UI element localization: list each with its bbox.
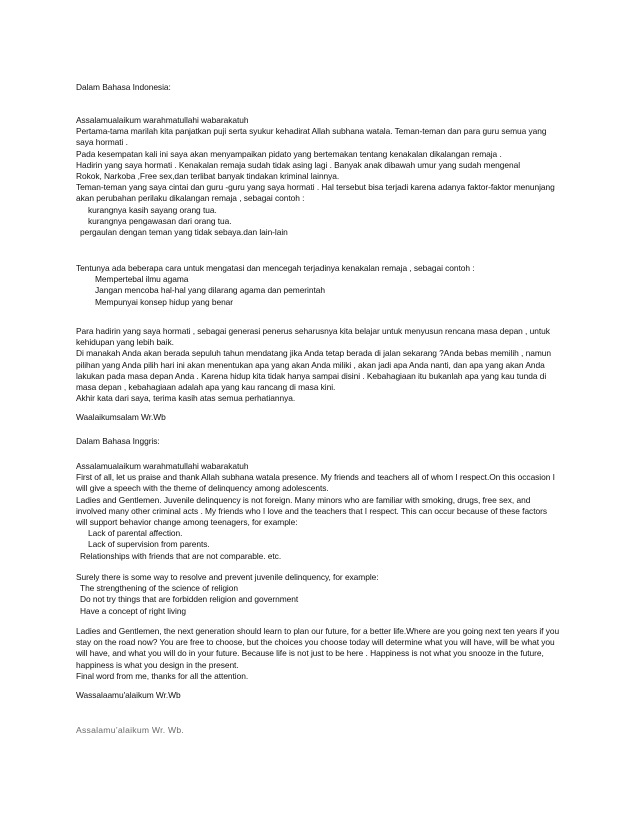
closing-salutation: Waalaikumsalam Wr.Wb (76, 412, 166, 422)
list-item: pergaulan dengan teman yang tidak sebaya.dan lain-lain (80, 226, 288, 237)
paragraph-line: Teman-teman yang saya cintai dan guru -guru yang saya hormati . Hal tersebut bisa terjadi karena adanya faktor-faktor menunjang (76, 182, 555, 193)
list-item: Lack of supervision from parents. (88, 539, 210, 550)
english-speech (76, 461, 576, 562)
paragraph-line: kehidupan yang lebih baik. (76, 337, 174, 348)
greeting: Assalamualaikum warahmatullahi wabarakatuh (76, 115, 249, 125)
paragraph-line: Hadirin yang saya hormati . Kenakalan remaja sudah tidak asing lagi . Banyak anak dibawah umur yang sudah mengenal (76, 159, 521, 170)
paragraph-line: involved many other criminal acts . My friends who I love and the teachers that I respect. This can occur because of these factors (76, 505, 547, 516)
paragraph-line: lakukan pada masa depan Anda . Karena hidup kita tidak hanya sampai disini . Kebahagiaan itu bukanlah apa yang kau tunda di (76, 370, 547, 381)
paragraph-line: happiness is what you design in the present. (76, 659, 239, 670)
paragraph-line: stay on the road now? You are free to choose, but the choices you choose today will determine what you will have, will be what you (76, 637, 555, 648)
list-item: kurangnya kasih sayang orang tua. (88, 204, 217, 215)
indonesian-solutions (76, 263, 576, 308)
paragraph-line: Final word from me, thanks for all the attention. (76, 670, 249, 681)
paragraph-line: Ladies and Gentlemen. Juvenile delinquency is not foreign. Many minors who are familiar with smoking, drugs, free sex, and (76, 494, 531, 505)
paragraph-line: Tentunya ada beberapa cara untuk mengatasi dan mencegah terjadinya kenakalan remaja , sebagai contoh : (76, 263, 475, 273)
list-item: Mempunyai konsep hidup yang benar (95, 296, 234, 307)
closing-salutation: Wassalaamu'alaikum Wr.Wb (76, 690, 181, 700)
paragraph-line: Para hadirin yang saya hormati , sebagai generasi penerus seharusnya kita belajar untuk menyusun rencana masa depan , untuk (76, 326, 550, 336)
paragraph-line: Akhir kata dari saya, terima kasih atas semua perhatiannya. (76, 393, 296, 404)
paragraph-line: will have, and what you will do in your future. Because life is not just to be here . Happiness is not what you snooze in the future, (76, 648, 544, 659)
english-heading-block (76, 436, 576, 447)
indonesian-closing-block (76, 412, 576, 423)
footer-salutation: Assalamu’alaikum Wr. Wb. (76, 725, 185, 735)
paragraph-line: First of all, let us praise and thank Allah subhana watala presence. My friends and teachers all of whom I respect.On this occasion I (76, 472, 555, 483)
paragraph-line: Ladies and Gentlemen, the next generation should learn to plan our future, for a better life.Where are you going next ten years if you (76, 626, 560, 636)
paragraph-line: masa depan , kebahagiaan adalah apa yang kau rancang di masa kini. (76, 381, 336, 392)
list-item: Jangan mencoba hal-hal yang dilarang agama dan pemerintah (95, 285, 325, 296)
paragraph-line: will give a speech with the theme of delinquency among adolescents. (76, 483, 329, 494)
list-item: Relationships with friends that are not comparable. etc. (80, 550, 282, 561)
list-item: Mempertebal ilmu agama (95, 274, 189, 285)
english-solutions (76, 572, 576, 617)
section-heading-indonesian: Dalam Bahasa Indonesia: (76, 82, 171, 92)
paragraph-line: Di manakah Anda akan berada sepuluh tahun mendatang jika Anda tetap berada di jalan sekarang ?Anda bebas memilih , namun (76, 348, 551, 359)
paragraph-line: saya hormati . (76, 137, 128, 148)
paragraph-line: Surely there is some way to resolve and prevent juvenile delinquency, for example: (76, 572, 379, 582)
list-item: The strengthening of the science of religion (80, 583, 238, 594)
list-item: Do not try things that are forbidden religion and government (80, 594, 299, 605)
list-item: Lack of parental affection. (88, 528, 183, 539)
greeting: Assalamualaikum warahmatullahi wabarakatuh (76, 461, 249, 471)
paragraph-line: akan perubahan perilaku dikalangan remaja , sebagai contoh : (76, 193, 305, 204)
list-item: Have a concept of right living (80, 605, 187, 616)
paragraph-line: Pertama-tama marilah kita panjatkan puji serta syukur kehadirat Allah subhana watala. Teman-teman dan para guru semua yang (76, 126, 547, 137)
paragraph-line: Rokok, Narkoba ,Free sex,dan terlibat banyak tindakan kriminal lainnya. (76, 170, 340, 181)
section-heading-english: Dalam Bahasa Inggris: (76, 436, 160, 446)
indonesian-conclusion (76, 326, 576, 404)
paragraph-line: pilihan yang Anda pilih hari ini akan menentukan apa yang akan Anda miliki , akan jadi apa Anda nanti, dan apa yang akan Anda (76, 359, 545, 370)
english-conclusion (76, 626, 576, 682)
english-closing-block (76, 690, 576, 701)
paragraph-line: Pada kesempatan kali ini saya akan menyampaikan pidato yang bertemakan tentang kenakalan dikalangan remaja . (76, 148, 502, 159)
paragraph-line: will support behavior change among teenagers, for example: (76, 516, 298, 527)
list-item: kurangnya pengawasan dari orang tua. (88, 215, 232, 226)
indonesian-heading-block (76, 82, 576, 93)
indonesian-speech (76, 115, 576, 238)
